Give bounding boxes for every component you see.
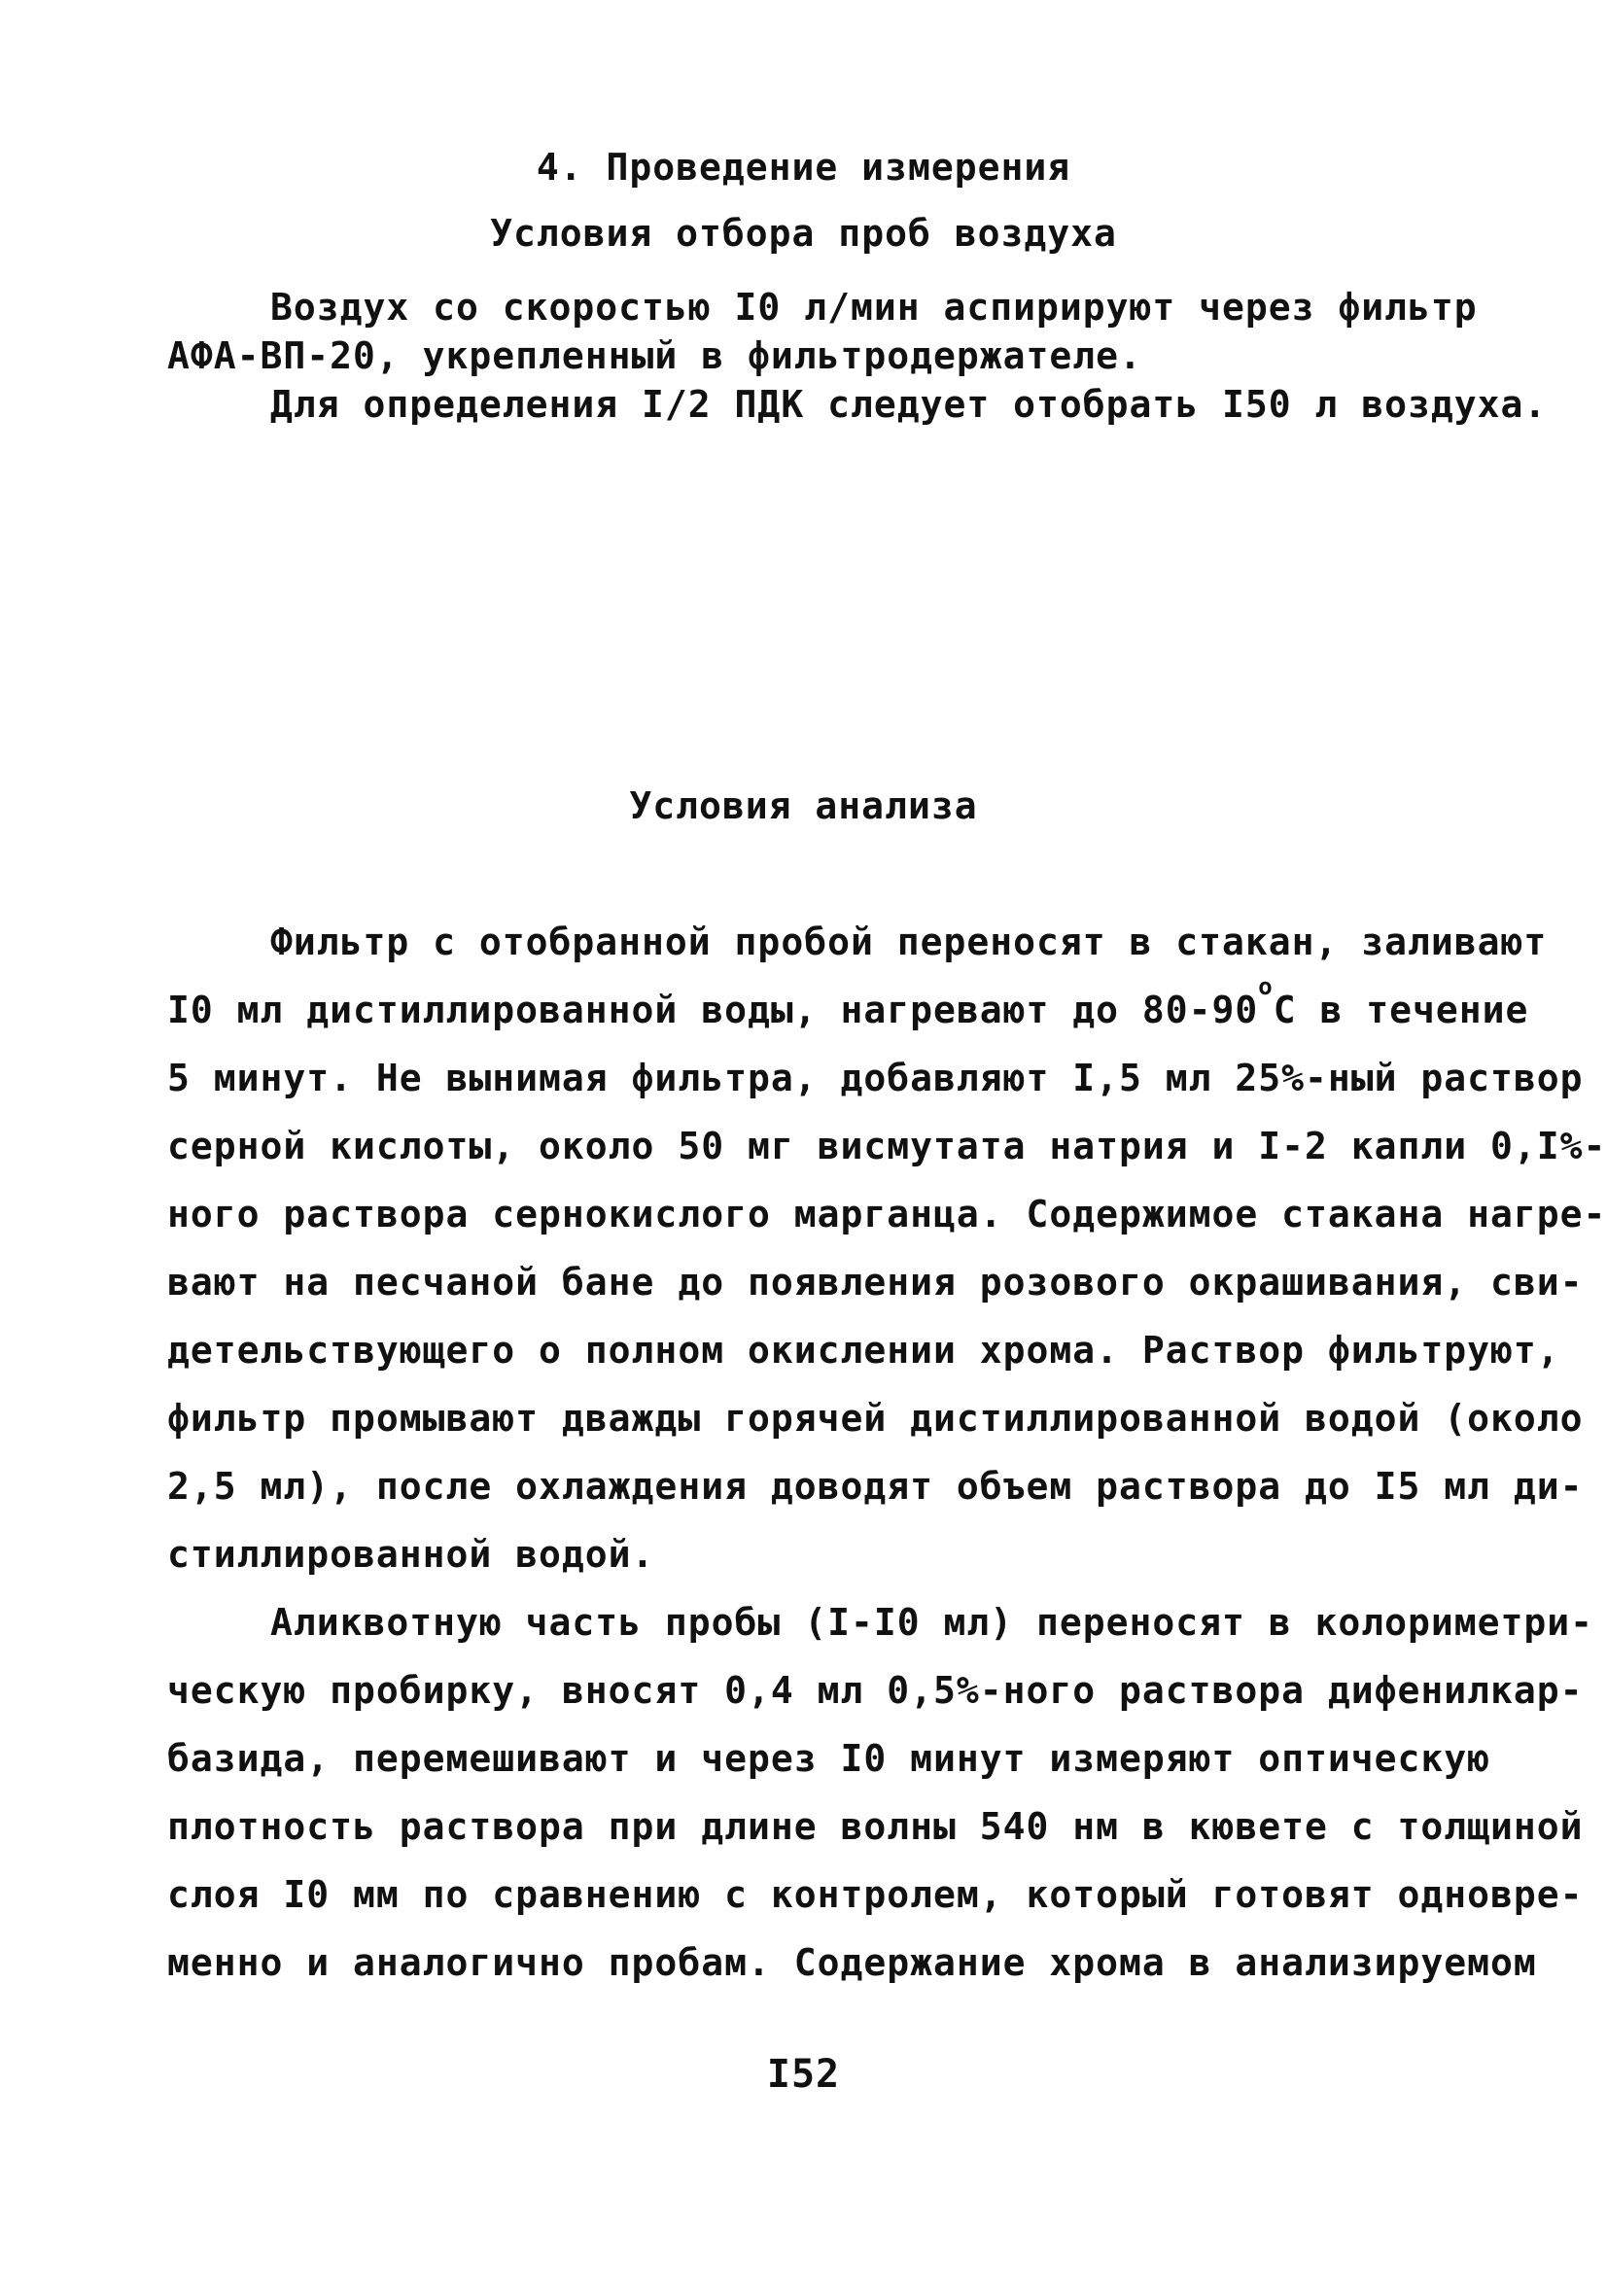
analysis-p1-line-4: серной кислоты, около 50 мг висмутата натрия и I-2 капли 0,I%- [167, 1125, 1607, 1167]
analysis-p1-line-1: Фильтр с отобранной пробой переносят в стакан, заливают [270, 921, 1548, 963]
analysis-p2-line-6: менно и аналогично пробам. Содержание хрома в анализируемом [167, 1941, 1537, 1984]
analysis-p1-line-2-b: С в течение [1273, 989, 1529, 1031]
analysis-p2-line-4: плотность раствора при длине волны 540 нм в кювете с толщиной [167, 1805, 1584, 1848]
analysis-p2-line-3: базида, перемешивают и через I0 минут измеряют оптическую [167, 1737, 1491, 1780]
sampling-title: Условия отбора проб воздуха [490, 212, 1117, 255]
page-number: I52 [766, 2052, 841, 2097]
analysis-p1-line-2 [167, 973, 1529, 1033]
section-title: 4. Проведение измерения [536, 146, 1071, 189]
sampling-line-3: Для определения I/2 ПДК следует отобрать I50 л воздуха. [270, 383, 1548, 426]
sampling-line-1: Воздух со скоростью I0 л/мин аспирируют через фильтр [270, 286, 1478, 329]
sampling-line-2: АФА-ВП-20, укрепленный в фильтродержателе. [167, 334, 1142, 377]
analysis-p1-line-9: 2,5 мл), после охлаждения доводят объем раствора до I5 мл ди- [167, 1465, 1584, 1508]
analysis-p2-line-1: Аликвотную часть пробы (I-I0 мл) переносят в колориметри- [270, 1601, 1594, 1644]
analysis-title: Условия анализа [629, 784, 978, 827]
analysis-p1-line-7: детельствующего о полном окислении хрома. Раствор фильтруют, [167, 1329, 1560, 1372]
analysis-p1-line-3: 5 минут. Не вынимая фильтра, добавляют I,5 мл 25%-ный раствор [167, 1057, 1584, 1099]
analysis-p1-line-8: фильтр промывают дважды горячей дистиллированной водой (около [167, 1397, 1584, 1440]
analysis-p1-line-6: вают на песчаной бане до появления розового окрашивания, сви- [167, 1261, 1584, 1304]
analysis-p1-line-10: стиллированной водой. [167, 1533, 655, 1576]
analysis-p1-line-2-a: I0 мл дистиллированной воды, нагревают до 80-90 [167, 989, 1259, 1031]
analysis-p1-line-5: ного раствора сернокислого марганца. Содержимое стакана нагре- [167, 1193, 1607, 1235]
analysis-p2-line-2: ческую пробирку, вносят 0,4 мл 0,5%-ного раствора дифенилкар- [167, 1669, 1584, 1712]
analysis-p2-line-5: слоя I0 мм по сравнению с контролем, который готовят одновре- [167, 1873, 1584, 1916]
degree-superscript: о [1258, 973, 1274, 1000]
